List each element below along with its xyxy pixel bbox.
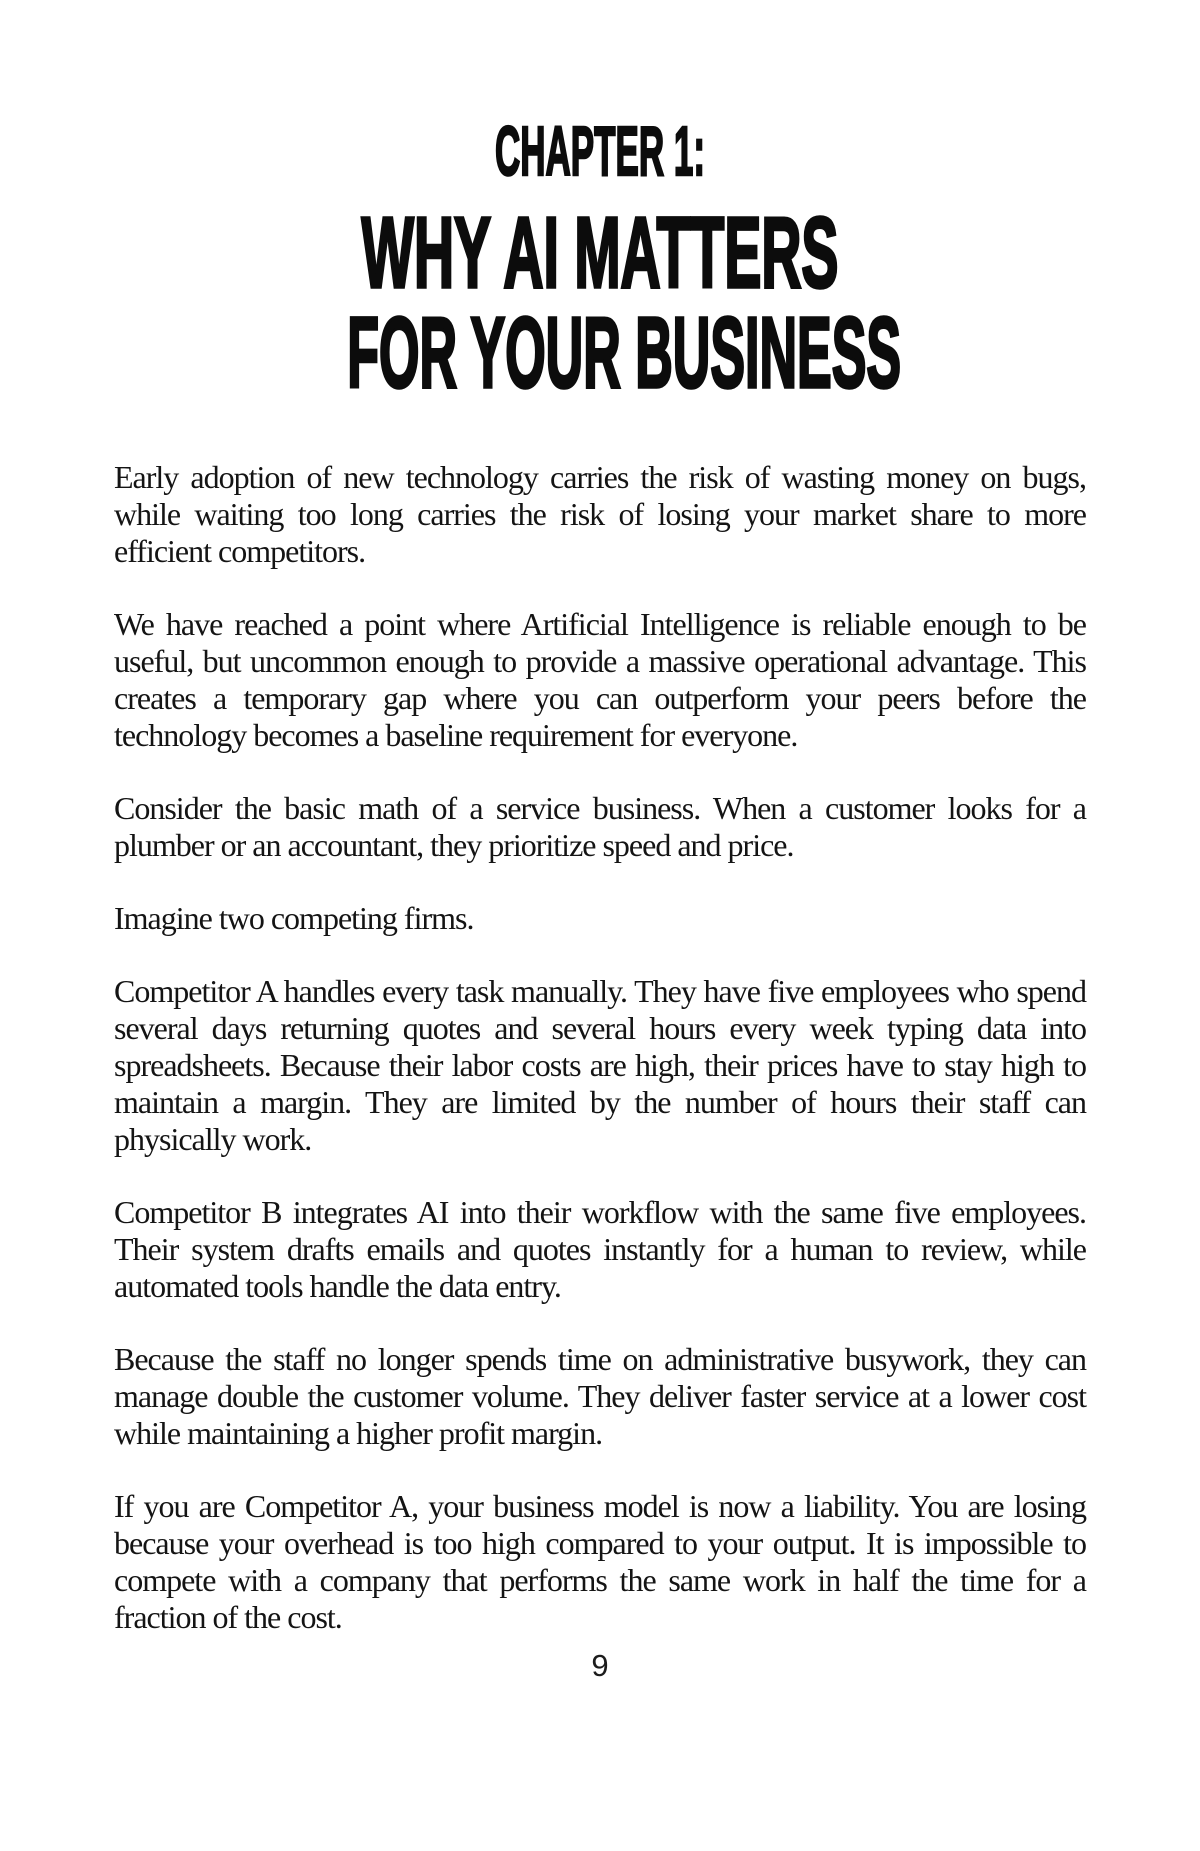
page-number: 9 [591,1648,609,1683]
paragraph-competitor-b: Competitor B integrates AI into their workflow with the same five employees. Their system drafts emails and quotes instantly for a human to review, while automated tools handle the data entry. [114,1194,1086,1304]
chapter-title [114,197,1086,409]
paragraph-competitor-a: Competitor A handles every task manually. They have five employees who spend several days returning quotes and several hours every week typing data into spreadsheets. Because their labor costs are high, their prices have to stay high to maintain a margin. They are limited by the number of hours their staff can physically work. [114,973,1086,1157]
chapter-label: CHAPTER 1: [494,112,706,190]
paragraph-reached-a-point: We have reached a point where Artificial Intelligence is reliable enough to be useful, but uncommon enough to provide a massive operational advantage. This creates a temporary gap where you can outperform your peers before the technology becomes a baseline requirement for everyone. [114,606,1086,753]
paragraph-imagine-two-firms: Imagine two competing firms. [114,900,474,936]
paragraph-liability: If you are Competitor A, your business model is now a liability. You are losing because your overhead is too high compared to your output. It is impossible to compete with a company that performs the same work in half the time for a fraction of the cost. [114,1488,1086,1635]
chapter-title-line-2: FOR YOUR BUSINESS [347,297,902,409]
chapter-title-line-1: WHY AI MATTERS [361,197,839,309]
paragraph-basic-math: Consider the basic math of a service business. When a customer looks for a plumber or an accountant, they prioritize speed and price. [114,790,1086,863]
page-body [114,459,1086,1636]
paragraph-staff-busywork: Because the staff no longer spends time on administrative busywork, they can manage double the customer volume. They deliver faster service at a lower cost while maintaining a higher profit margin. [114,1341,1086,1451]
paragraph-early-adoption: Early adoption of new technology carries the risk of wasting money on bugs, while waiting too long carries the risk of losing your market share to more efficient competitors. [114,459,1086,569]
